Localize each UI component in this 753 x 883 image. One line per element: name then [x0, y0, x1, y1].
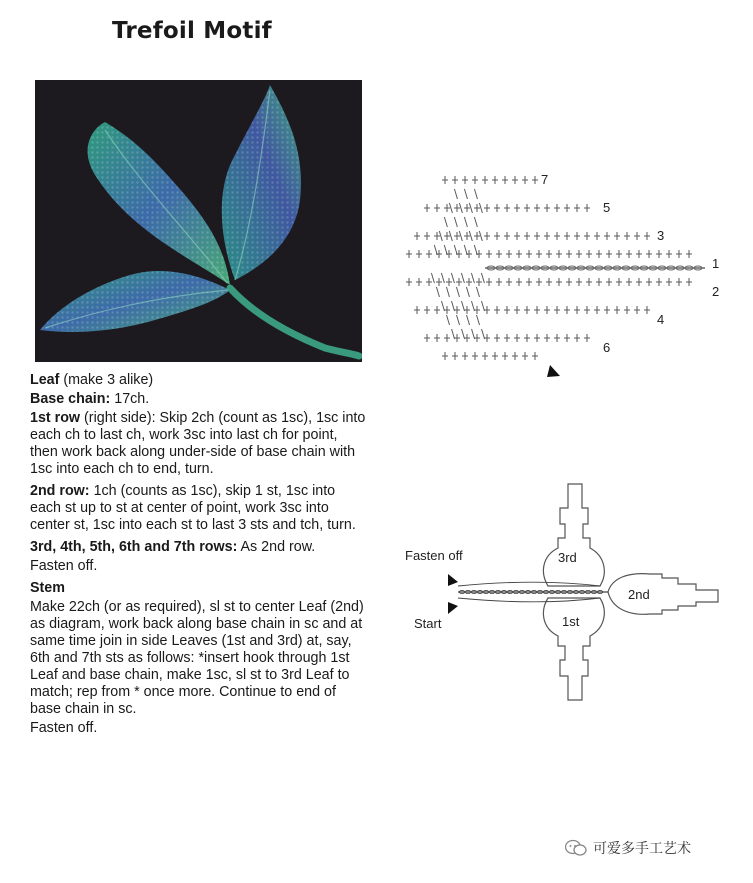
row1-instruction [30, 410, 366, 478]
fasten-off-arrow-icon [448, 574, 458, 586]
row-label-2: 2 [712, 284, 720, 299]
rows3-7-label: 3rd, 4th, 5th, 6th and 7th rows: [30, 539, 238, 555]
page-title: Trefoil Motif [112, 18, 272, 44]
rows3-7-instruction [30, 539, 366, 556]
stitch-chart [395, 160, 735, 390]
wechat-icon [565, 839, 587, 857]
row2-text: 1ch (counts as 1sc), skip 1 st, 1sc into each st up to st at center of point, work 3sc into center st, 1sc into each st to last 3 sts and tch, turn. [30, 483, 356, 533]
leaf-1st-label: 1st [562, 614, 580, 629]
leaf-fasten-off: Fasten off. [30, 558, 98, 574]
leaf-3rd-shape [543, 484, 604, 586]
base-chain-line [30, 391, 366, 408]
stem-heading-line [30, 580, 366, 597]
leaf-3rd-label: 3rd [558, 550, 577, 565]
leaf-heading-line [30, 372, 366, 389]
base-chain-label: Base chain: [30, 391, 111, 407]
leaf-2nd-shape [608, 574, 718, 615]
row-label-7: 7 [541, 172, 549, 187]
row-label-6: 6 [603, 340, 611, 355]
rows3-7-text: As 2nd row. [240, 539, 316, 555]
row-label-1: 1 [712, 256, 720, 271]
assembly-diagram [400, 478, 740, 718]
row1-text: (right side): Skip 2ch (count as 1sc), 1sc into each ch to last ch, work 3sc into last ch for point, then work back along under-side of base chain with 1sc into each ch to end, turn. [30, 410, 366, 477]
fasten-off-label: Fasten off [405, 548, 463, 563]
row2-label: 2nd row: [30, 483, 90, 499]
row-label-3: 3 [657, 228, 665, 243]
stem-fasten-off: Fasten off. [30, 720, 98, 736]
leaf-note: (make 3 alike) [63, 372, 154, 388]
base-chain-text: 17ch. [114, 391, 150, 407]
watermark-text: 可爱多手工艺术 [593, 841, 691, 857]
start-arrow-icon [547, 365, 560, 377]
instructions [30, 372, 366, 739]
start-arrow-icon [448, 602, 458, 614]
row-label-4: 4 [657, 312, 665, 327]
motif-photo [35, 80, 362, 362]
watermark [565, 838, 691, 858]
leaf-heading: Leaf [30, 372, 60, 388]
stem-text: Make 22ch (or as required), sl st to center Leaf (2nd) as diagram, work back along base chain in sc and at same time join in side Leaves (1st and 3rd) at, say, 6th and 7th sts as follows: *insert hook through 1st Leaf and base chain, make 1sc, sl st to 3rd Leaf to match; rep from * once more. Continue to end of base chain in sc. [30, 599, 364, 717]
row1-label: 1st row [30, 410, 81, 426]
start-label: Start [414, 616, 442, 631]
row-label-5: 5 [603, 200, 611, 215]
leaf-2nd-label: 2nd [628, 587, 650, 602]
row2-instruction [30, 483, 366, 534]
stem-heading: Stem [30, 580, 65, 596]
